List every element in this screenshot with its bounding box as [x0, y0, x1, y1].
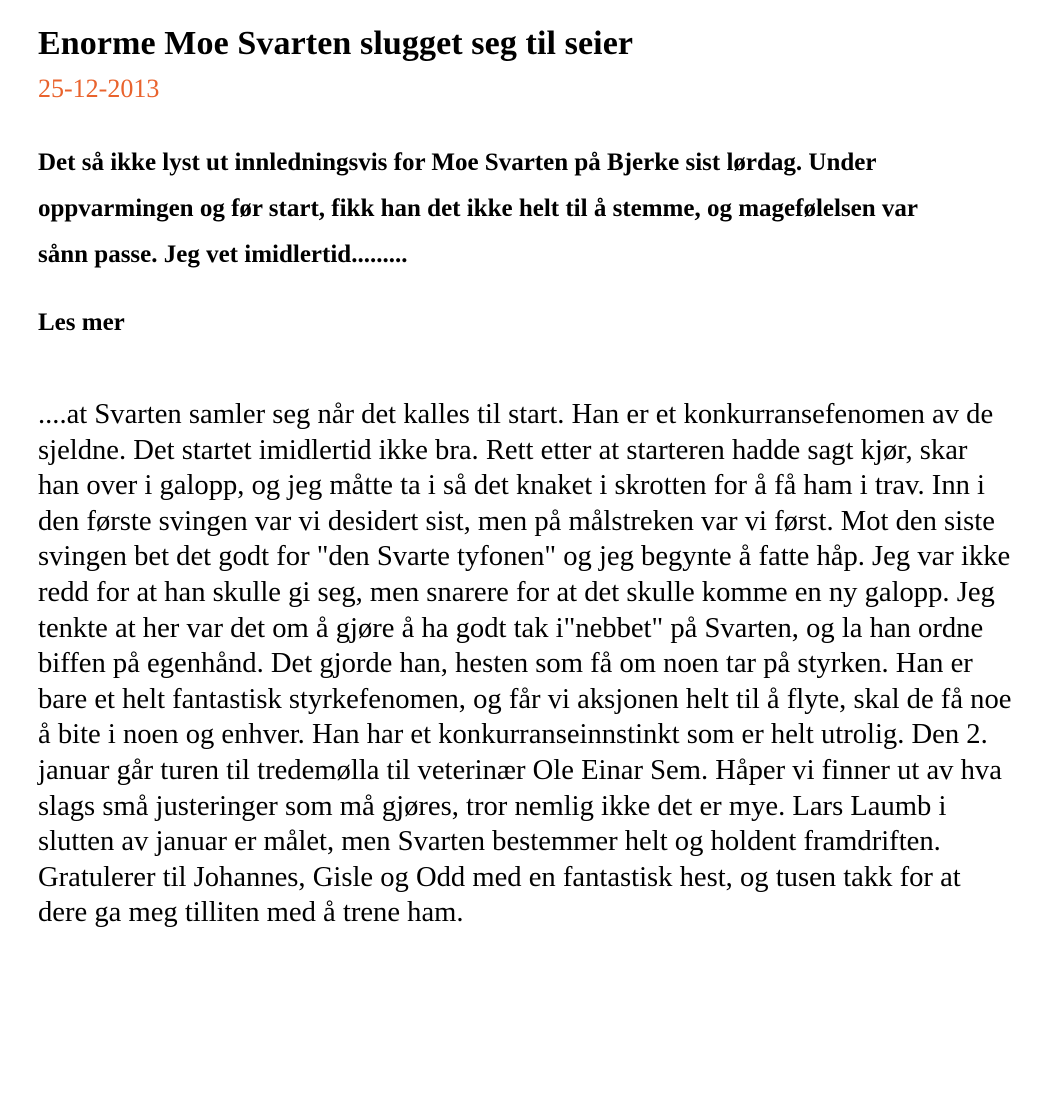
article-title: Enorme Moe Svarten slugget seg til seier — [38, 25, 634, 62]
article — [38, 22, 1013, 931]
read-more-link[interactable]: Les mer — [38, 309, 125, 336]
article-date: 25-12-2013 — [38, 74, 160, 103]
article-lead: Det så ikke lyst ut innledningsvis for Moe Svarten på Bjerke sist lørdag. Under oppvarmingen og før start, fikk han det ikke helt til å stemme, og magefølelsen var sånn passe. Jeg vet imidlertid......... — [38, 149, 918, 268]
article-body: ....at Svarten samler seg når det kalles til start. Han er et konkurransefenomen av de sjeldne. Det startet imidlertid ikke bra. Rett etter at starteren hadde sagt kjør, skar han over i galopp, og jeg måtte ta i så det knaket i skrotten for å få ham i trav. Inn i den første svingen var vi desidert sist, men på målstreken var vi først. Mot den siste svingen bet det godt for "den Svarte tyfonen" og jeg begynte å fatte håp. Jeg var ikke redd for at han skulle gi seg, men snarere for at det skulle komme en ny galopp. Jeg tenkte at her var det om å gjøre å ha godt tak i"nebbet" på Svarten, og la han ordne biffen på egenhånd. Det gjorde han, hesten som få om noen tar på styrken. Han er bare et helt fantastisk styrkefenomen, og får vi aksjonen helt til å flyte, skal de få noe å bite i noen og enhver. Han har et konkurranseinnstinkt som er helt utrolig. Den 2. januar går turen til tredemølla til veterinær Ole Einar Sem. Håper vi finner ut av hva slags små justeringer som må gjøres, tror nemlig ikke det er mye. Lars Laumb i slutten av januar er målet, men Svarten bestemmer helt og holdent framdriften. Gratulerer til Johannes, Gisle og Odd med en fantastisk hest, og tusen takk for at dere ga meg tilliten med å trene ham. — [38, 399, 1012, 929]
